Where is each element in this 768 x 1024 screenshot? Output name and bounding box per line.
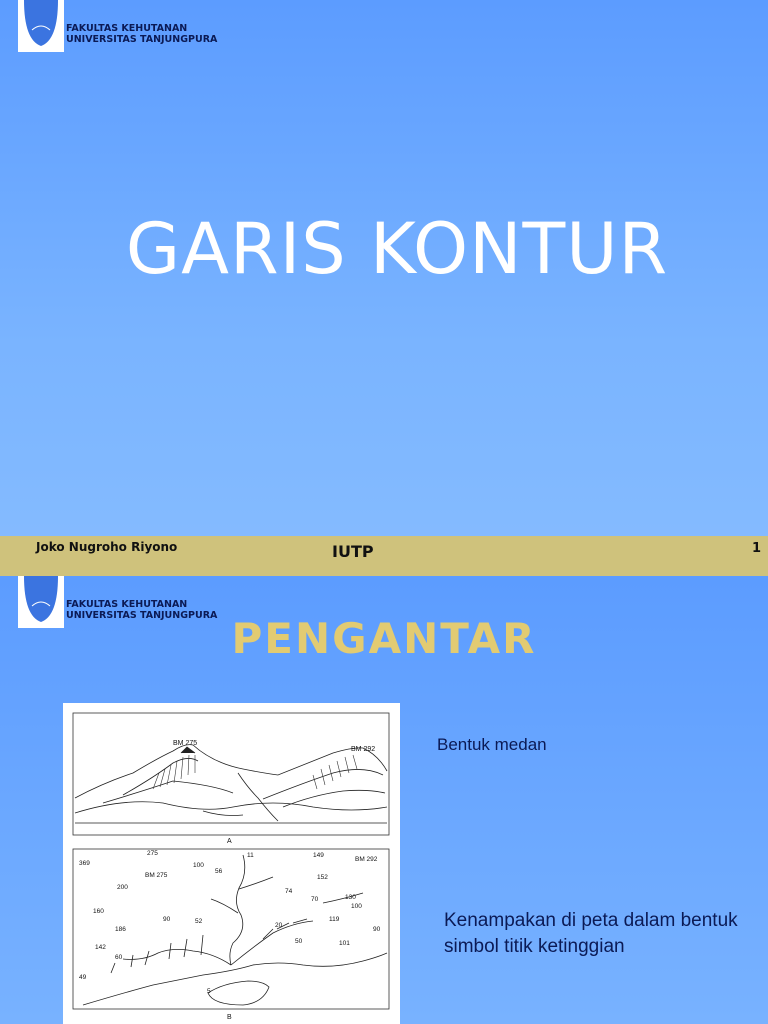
height-275: 275 xyxy=(147,850,158,857)
panel-b-label: B xyxy=(227,1014,232,1021)
height-60: 60 xyxy=(115,954,123,961)
terrain-sketch xyxy=(73,713,389,835)
height-56: 56 xyxy=(215,868,223,875)
institution-university: UNIVERSITAS TANJUNGPURA xyxy=(66,34,218,45)
height-152: 152 xyxy=(317,874,328,881)
height-186: 186 xyxy=(115,926,126,933)
slide-title: GARIS KONTUR xyxy=(125,208,669,290)
spot-height-labels xyxy=(79,850,381,995)
panel-a-label: A xyxy=(227,838,232,845)
height-90a: 90 xyxy=(163,916,171,923)
footer-page-number: 1 xyxy=(752,541,762,556)
height-142: 142 xyxy=(95,944,106,951)
caption-map-symbol: Kenampakan di peta dalam bentuk simbol titik ketinggian xyxy=(444,910,738,957)
height-74: 74 xyxy=(285,888,293,895)
height-369: 369 xyxy=(79,860,90,867)
institution-faculty: FAKULTAS KEHUTANAN xyxy=(66,23,188,34)
footer-author: Joko Nugroho Riyono xyxy=(36,540,178,554)
map-label-bm292: BM 292 xyxy=(355,856,378,863)
slide-2 xyxy=(0,576,768,1024)
height-101: 101 xyxy=(339,940,350,947)
height-50: 50 xyxy=(295,938,303,945)
institution-faculty: FAKULTAS KEHUTANAN xyxy=(66,599,188,610)
height-160: 160 xyxy=(93,908,104,915)
height-149: 149 xyxy=(313,852,324,859)
map-label-bm275: BM 275 xyxy=(145,872,168,879)
height-90b: 90 xyxy=(373,926,381,933)
university-logo xyxy=(18,0,64,52)
institution-name xyxy=(66,23,217,45)
height-5: 5 xyxy=(207,988,211,995)
height-100a: 100 xyxy=(193,862,204,869)
height-52: 52 xyxy=(195,918,203,925)
caption-terrain: Bentuk medan xyxy=(437,735,547,754)
slide-footer xyxy=(0,536,768,576)
slide-title: PENGANTAR xyxy=(231,614,537,663)
sketch-label-bm275: BM 275 xyxy=(173,740,198,747)
height-49: 49 xyxy=(79,974,87,981)
height-100b: 100 xyxy=(351,903,362,910)
height-11: 11 xyxy=(247,852,254,859)
height-70: 70 xyxy=(311,896,319,903)
footer-center: IUTP xyxy=(332,542,374,561)
height-119: 119 xyxy=(329,916,340,923)
height-130: 130 xyxy=(345,894,356,901)
height-20: 20 xyxy=(275,922,283,929)
sketch-label-bm292: BM 292 xyxy=(351,746,376,753)
institution-university: UNIVERSITAS TANJUNGPURA xyxy=(66,610,218,621)
height-200: 200 xyxy=(117,884,128,891)
terrain-figure xyxy=(63,703,400,1024)
